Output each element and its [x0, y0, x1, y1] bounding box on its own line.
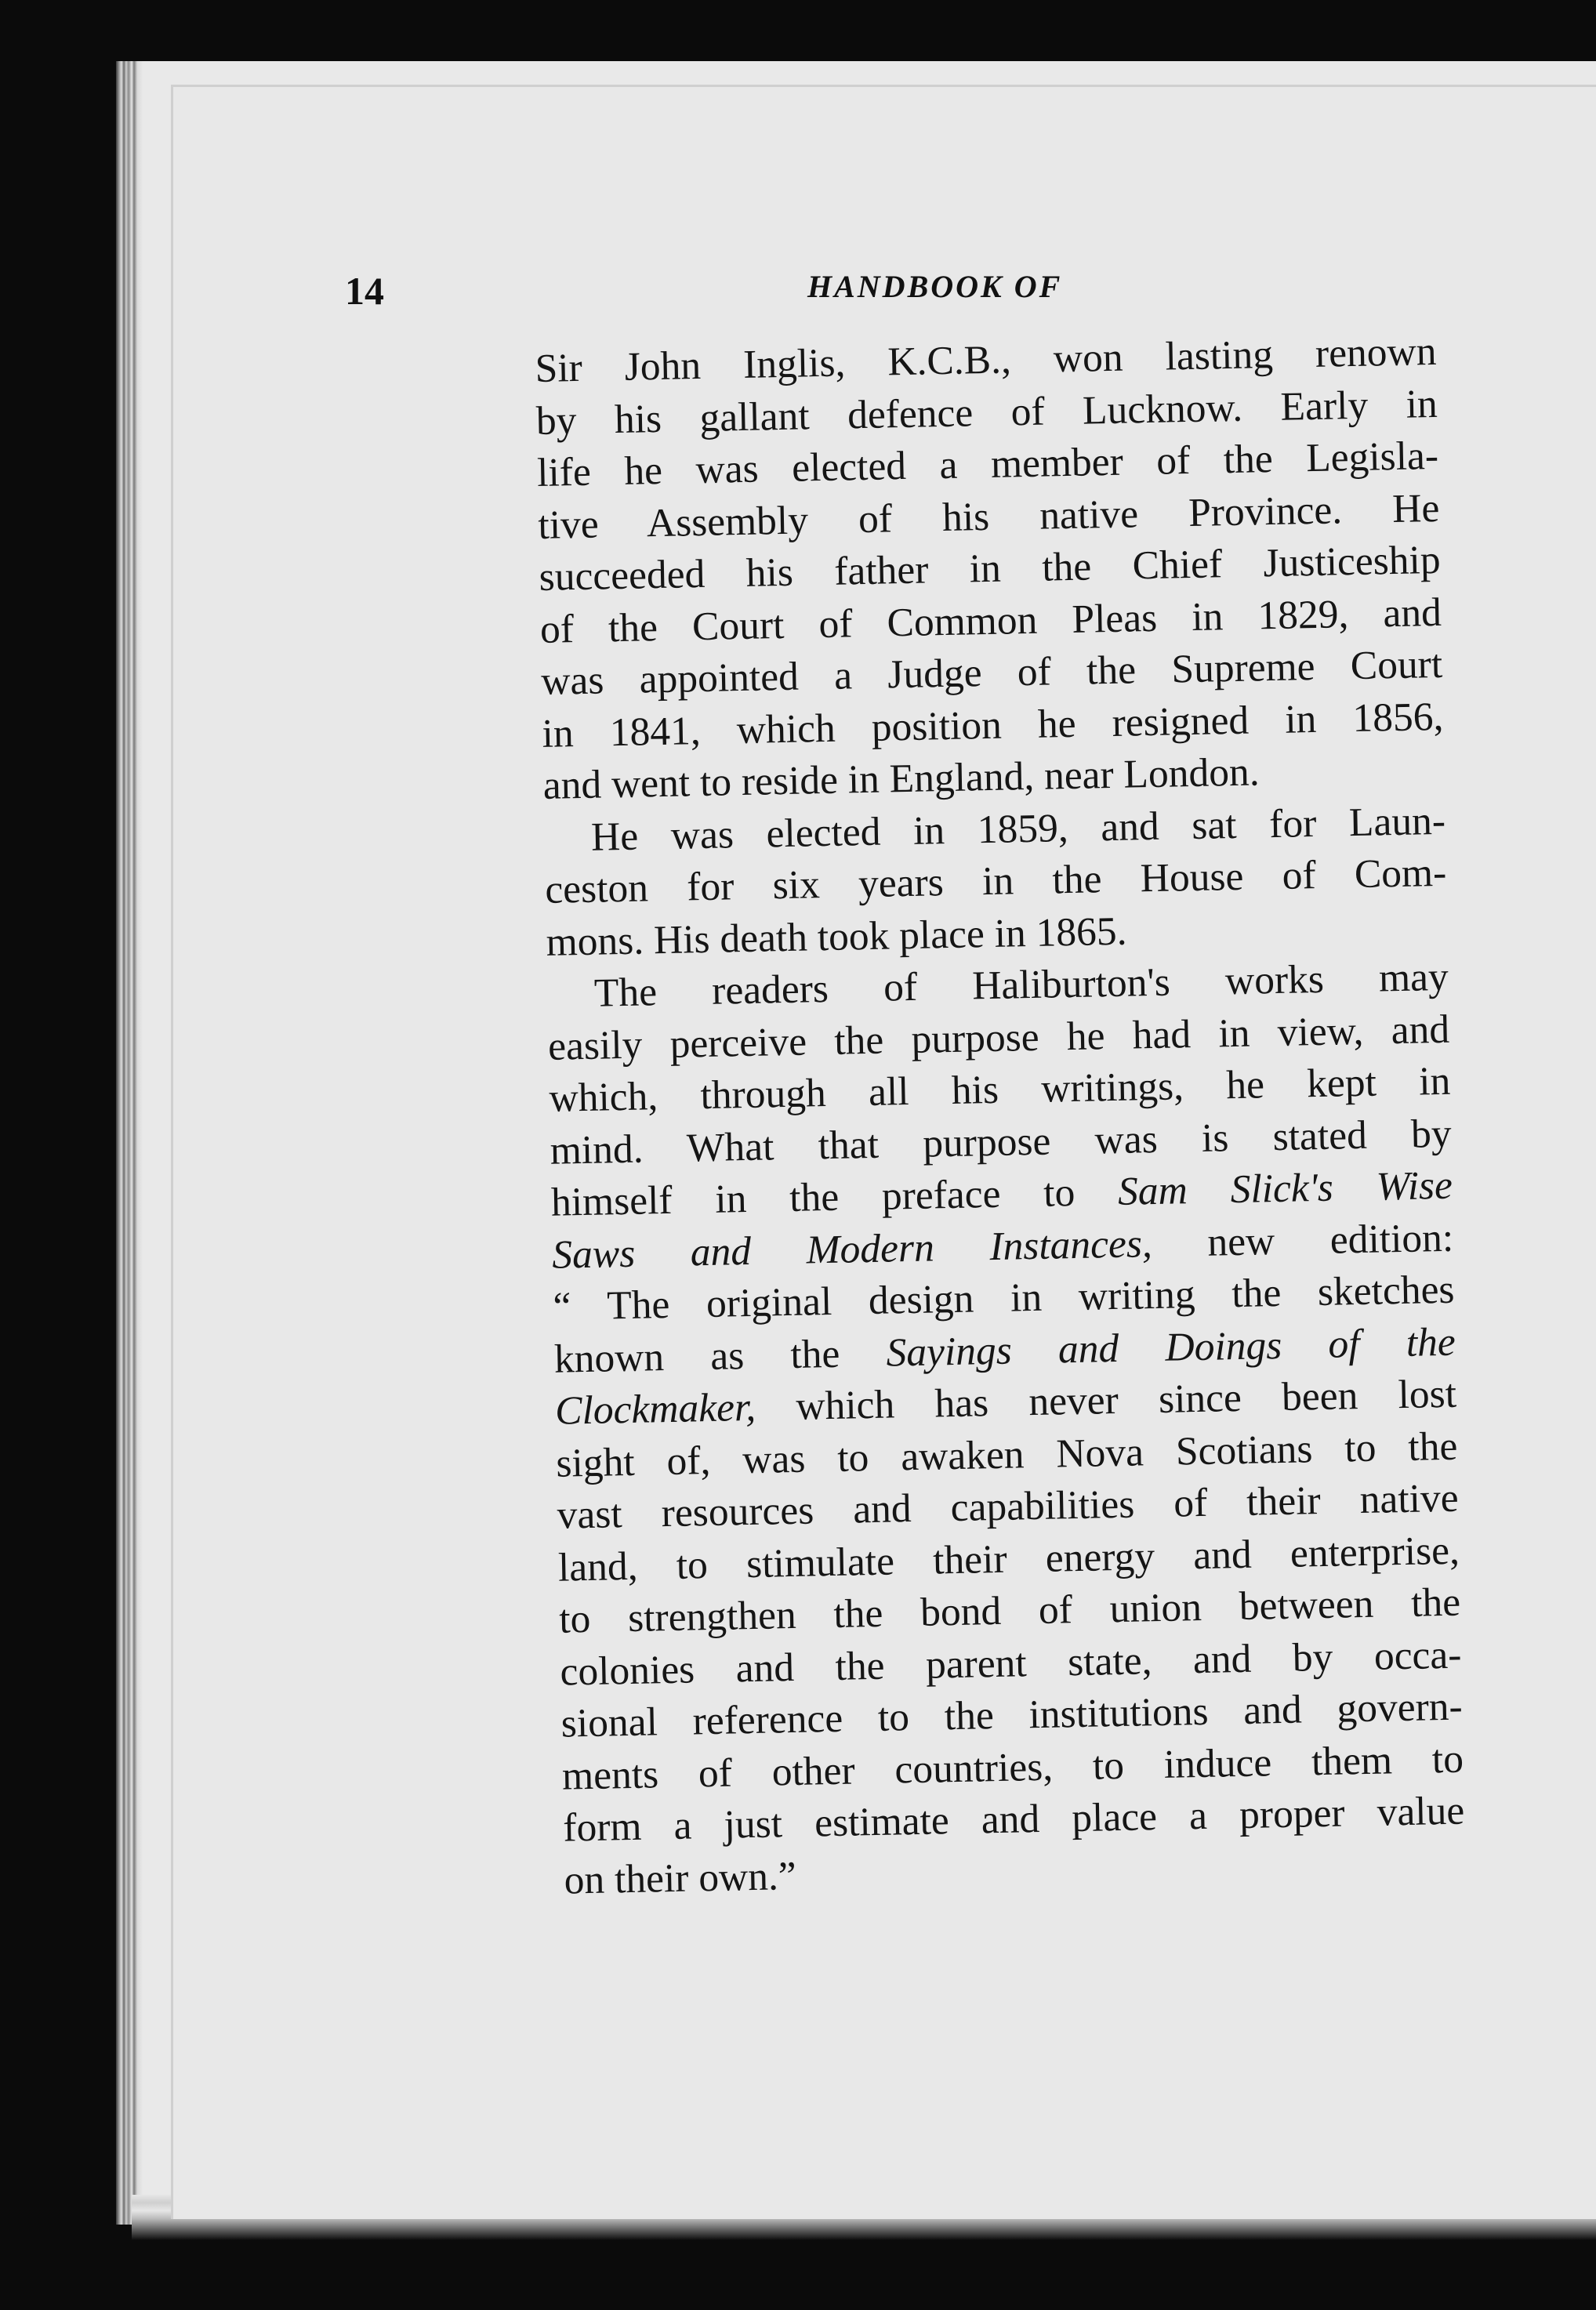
text-segment: himself in the preface to	[550, 1170, 1075, 1225]
text-line: sional reference to the institutions and govern-	[560, 1684, 1464, 1746]
text-line: and went to reside in England, near London.	[542, 749, 1260, 808]
text-line: life he was elected a member of the Legisla-	[536, 433, 1439, 495]
text-line: ceston for six years in the House of Com-	[544, 850, 1447, 912]
book-title: Clockmaker,	[554, 1384, 756, 1434]
book-title: Sayings and Doings of the	[886, 1319, 1456, 1376]
text-segment: known as the	[553, 1331, 840, 1382]
text-line: sight of, was to awaken Nova Scotians to the	[555, 1423, 1458, 1486]
text-line: ments of other countries, to induce them to	[561, 1736, 1464, 1799]
text-line: The readers of Haliburton's works may	[593, 954, 1449, 1016]
text-line: tive Assembly of his native Province. He	[537, 485, 1440, 548]
text-line: was appointed a Judge of the Supreme Court	[540, 641, 1443, 704]
body-text	[535, 326, 1466, 1907]
text-line: Sir John Inglis, K.C.B., won lasting renown	[535, 328, 1437, 391]
text-line: vast resources and capabilities of their native	[557, 1475, 1460, 1538]
text-line: colonies and the parent state, and by occa-	[559, 1632, 1462, 1695]
text-line: He was elected in 1859, and sat for Laun-	[590, 798, 1446, 860]
text-segment: which has never since been lost	[795, 1371, 1457, 1429]
text-line: mons. His death took place in 1865.	[546, 908, 1127, 965]
book-title: Saws and Modern Instances,	[551, 1220, 1153, 1278]
text-line: on their own.”	[564, 1853, 797, 1903]
text-line: easily perceive the purpose he had in view, and	[547, 1006, 1450, 1069]
text-line: mind. What that purpose was is stated by	[550, 1111, 1453, 1173]
text-line: “ The original design in writing the sketches	[553, 1267, 1455, 1329]
text-line: by his gallant defence of Lucknow. Early in	[535, 381, 1438, 444]
book-title: Sam Slick's Wise	[1117, 1162, 1453, 1214]
text-line: form a just estimate and place a proper value	[562, 1788, 1465, 1851]
text-line: succeeded his father in the Chief Justiceship	[539, 537, 1442, 600]
page-number: 14	[345, 269, 384, 313]
text-line: to strengthen the bond of union between the	[558, 1579, 1461, 1642]
text-segment: new edition:	[1206, 1215, 1454, 1265]
text-line: of the Court of Common Pleas in 1829, and	[539, 589, 1442, 652]
text-line: in 1841, which position he resigned in 1856,	[542, 694, 1444, 756]
text-line: which, through all his writings, he kept in	[548, 1058, 1451, 1121]
text-line: land, to stimulate their energy and enterprise,	[557, 1528, 1460, 1590]
running-title: HANDBOOK OF	[807, 269, 1063, 304]
